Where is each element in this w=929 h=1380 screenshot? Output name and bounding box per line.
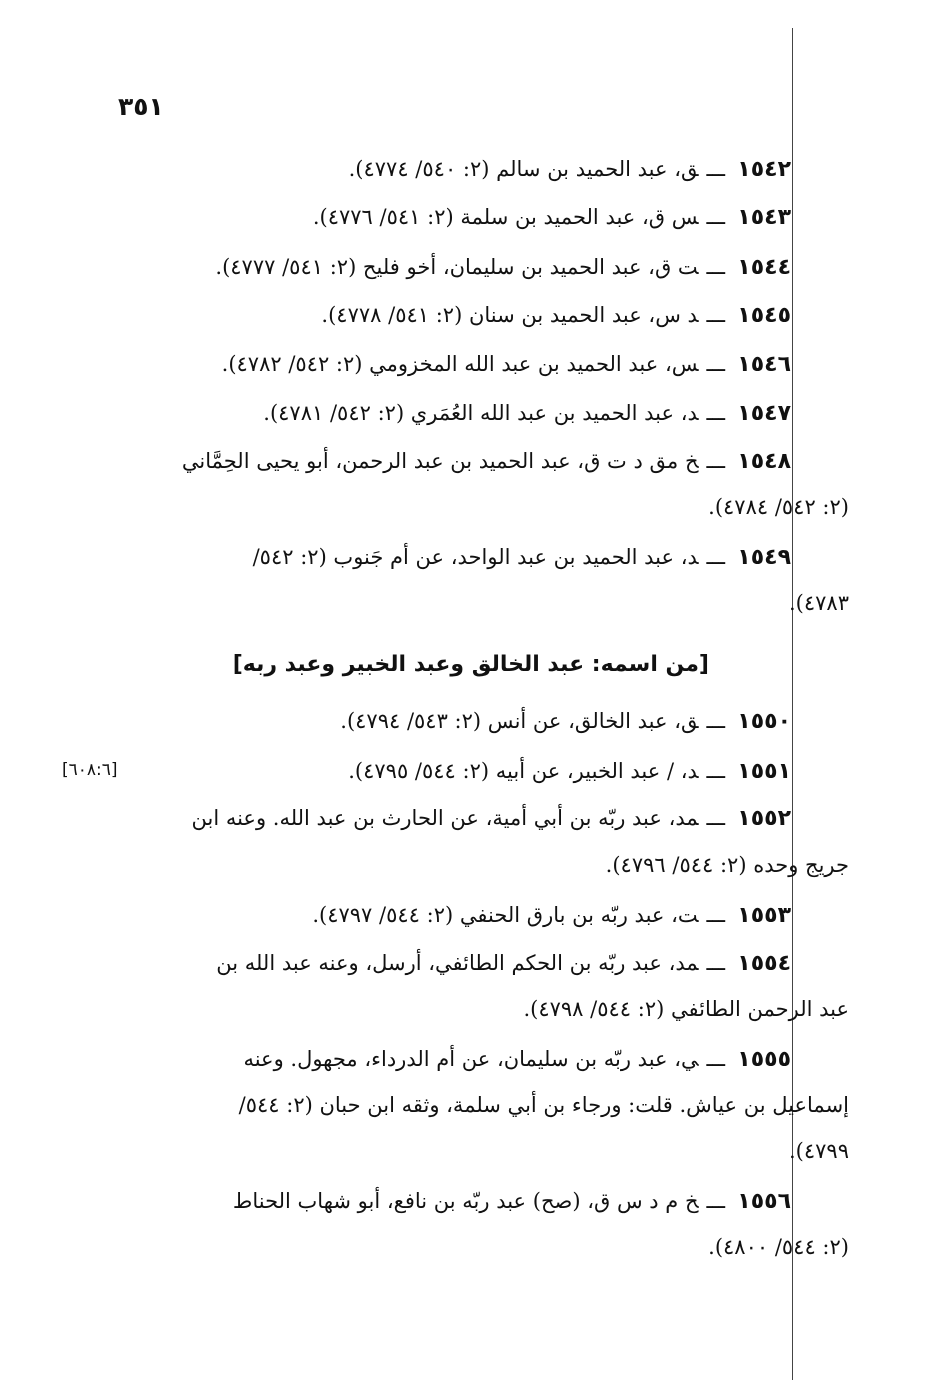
entry-1550: ١٥٥٠ـــق، عبد الخالق، عن أنس (٢: ٥٤٣/ ٤٧٩٤). xyxy=(340,706,791,737)
entry-number: ١٥٤٦ xyxy=(737,352,791,377)
entry-text: مد، عبد ربّه بن أبي أمية، عن الحارث بن عبد الله. وعنه ابن xyxy=(191,806,699,830)
entry-1548-continuation: (٢: ٥٤٢/ ٤٧٨٤). xyxy=(708,495,849,519)
entry-number: ١٥٥٣ xyxy=(737,903,791,928)
entry-1551: ١٥٥١ـــد، / عبد الخبير، عن أبيه (٢: ٥٤٤/ ٤٧٩٥). xyxy=(348,756,791,787)
entry-1549-continuation: ٤٧٨٣). xyxy=(789,591,849,615)
entry-number: ١٥٥٦ xyxy=(737,1189,791,1214)
entry-1547: ١٥٤٧ـــد، عبد الحميد بن عبد الله العُمَري (٢: ٥٤٢/ ٤٧٨١). xyxy=(263,398,791,429)
entry-number: ١٥٤٤ xyxy=(737,255,791,280)
entry-1545: ١٥٤٥ـــد س، عبد الحميد بن سنان (٢: ٥٤١/ ٤٧٧٨). xyxy=(321,300,791,331)
entry-number: ١٥٤٥ xyxy=(737,303,791,328)
entry-text: ق، عبد الحميد بن سالم (٢: ٥٤٠/ ٤٧٧٤). xyxy=(348,157,699,181)
entry-number: ١٥٥٠ xyxy=(737,709,791,734)
entry-number: ١٥٥١ xyxy=(737,759,791,784)
entry-text: مد، عبد ربّه بن الحكم الطائفي، أرسل، وعنه عبد الله بن xyxy=(216,951,699,975)
entry-1552: ١٥٥٢ـــمد، عبد ربّه بن أبي أمية، عن الحارث بن عبد الله. وعنه ابن xyxy=(191,803,791,834)
entry-number: ١٥٤٨ xyxy=(737,449,791,474)
entry-number: ١٥٥٤ xyxy=(737,951,791,976)
entry-1554-continuation: عبد الرحمن الطائفي (٢: ٥٤٤/ ٤٧٩٨). xyxy=(523,997,849,1021)
page-number: ٣٥١ xyxy=(118,92,164,121)
entry-1549: ١٥٤٩ـــد، عبد الحميد بن عبد الواحد، عن أم جَنوب (٢: ٥٤٢/ xyxy=(253,542,791,573)
entry-text: خ م د س ق، (صح) عبد ربّه بن نافع، أبو شهاب الحناط xyxy=(232,1189,699,1213)
entry-1542: ١٥٤٢ـــق، عبد الحميد بن سالم (٢: ٥٤٠/ ٤٧٧٤). xyxy=(349,154,791,185)
entry-1544: ١٥٤٤ـــت ق، عبد الحميد بن سليمان، أخو فليح (٢: ٥٤١/ ٤٧٧٧). xyxy=(215,252,791,283)
entry-number: ١٥٥٢ xyxy=(737,806,791,831)
entry-number: ١٥٤٧ xyxy=(737,401,791,426)
binding-gutter-line xyxy=(792,28,793,1380)
entry-text: خ مق د ت ق، عبد الحميد بن عبد الرحمن، أبو يحيى الحِمَّاني xyxy=(181,449,699,473)
entry-1554: ١٥٥٤ـــمد، عبد ربّه بن الحكم الطائفي، أرسل، وعنه عبد الله بن xyxy=(216,948,791,979)
entry-1546: ١٥٤٦ـــس، عبد الحميد بن عبد الله المخزومي (٢: ٥٤٢/ ٤٧٨٢). xyxy=(222,349,791,380)
entry-1555-continuation: إسماعيل بن عياش. قلت: ورجاء بن أبي سلمة، وثقه ابن حبان (٢: ٥٤٤/ xyxy=(238,1093,849,1117)
entry-number: ١٥٤٩ xyxy=(737,545,791,570)
entry-1555: ١٥٥٥ـــي، عبد ربّه بن سليمان، عن أم الدرداء، مجهول. وعنه xyxy=(243,1044,791,1075)
entry-text: د س، عبد الحميد بن سنان (٢: ٥٤١/ ٤٧٧٨). xyxy=(321,303,699,327)
entry-1556-continuation: (٢: ٥٤٤/ ٤٨٠٠). xyxy=(708,1235,849,1259)
margin-note: [٦٠٨:٦] xyxy=(62,760,118,780)
entry-text: ت ق، عبد الحميد بن سليمان، أخو فليح (٢: ٥٤١/ ٤٧٧٧). xyxy=(215,255,699,279)
entry-number: ١٥٤٣ xyxy=(737,205,791,230)
entry-1555-continuation-2: ٤٧٩٩). xyxy=(789,1139,849,1163)
entry-text: س ق، عبد الحميد بن سلمة (٢: ٥٤١/ ٤٧٧٦). xyxy=(312,205,699,229)
section-heading: [من اسمه: عبد الخالق وعبد الخبير وعبد ربه] xyxy=(232,652,709,677)
entry-1556: ١٥٥٦ـــخ م د س ق، (صح) عبد ربّه بن نافع، أبو شهاب الحناط xyxy=(233,1186,791,1217)
entry-text: د، عبد الحميد بن عبد الواحد، عن أم جَنوب (٢: ٥٤٢/ xyxy=(252,545,699,569)
entry-number: ١٥٤٢ xyxy=(737,157,791,182)
entry-text: د، / عبد الخبير، عن أبيه (٢: ٥٤٤/ ٤٧٩٥). xyxy=(348,759,699,783)
entry-1548: ١٥٤٨ـــخ مق د ت ق، عبد الحميد بن عبد الرحمن، أبو يحيى الحِمَّاني xyxy=(182,446,791,477)
entry-1552-continuation: جريج وحده (٢: ٥٤٤/ ٤٧٩٦). xyxy=(605,853,849,877)
entry-text: د، عبد الحميد بن عبد الله العُمَري (٢: ٥٤٢/ ٤٧٨١). xyxy=(263,401,699,425)
entry-1543: ١٥٤٣ـــس ق، عبد الحميد بن سلمة (٢: ٥٤١/ ٤٧٧٦). xyxy=(313,202,791,233)
entry-text: ق، عبد الخالق، عن أنس (٢: ٥٤٣/ ٤٧٩٤). xyxy=(340,709,699,733)
entry-number: ١٥٥٥ xyxy=(737,1047,791,1072)
entry-text: ت، عبد ربّه بن بارق الحنفي (٢: ٥٤٤/ ٤٧٩٧). xyxy=(312,903,699,927)
entry-text: س، عبد الحميد بن عبد الله المخزومي (٢: ٥٤٢/ ٤٧٨٢). xyxy=(221,352,699,376)
entry-1553: ١٥٥٣ـــت، عبد ربّه بن بارق الحنفي (٢: ٥٤٤/ ٤٧٩٧). xyxy=(312,900,791,931)
entry-text: ي، عبد ربّه بن سليمان، عن أم الدرداء، مجهول. وعنه xyxy=(243,1047,699,1071)
